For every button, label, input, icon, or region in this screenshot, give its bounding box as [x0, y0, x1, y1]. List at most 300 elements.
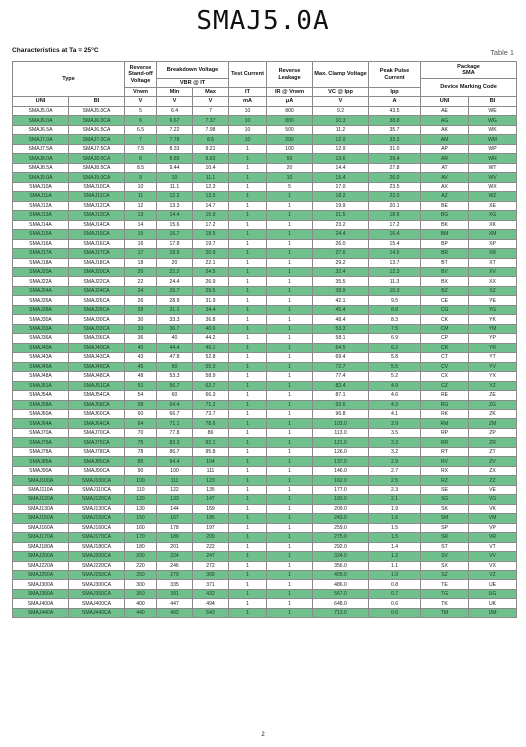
cell-peak-pulse-current: 1.5: [369, 523, 421, 532]
cell-breakdown-max: 15.9: [193, 211, 229, 220]
cell-breakdown-min: 28.9: [157, 296, 193, 305]
cell-breakdown-max: 8.6: [193, 135, 229, 144]
cell-marking-bi: WG: [469, 116, 517, 125]
cell-test-current: 10: [229, 125, 267, 134]
cell-breakdown-max: 31.9: [193, 296, 229, 305]
cell-standoff-voltage: 120: [125, 495, 157, 504]
cell-standoff-voltage: 85: [125, 457, 157, 466]
cell-test-current: 1: [229, 230, 267, 239]
cell-reverse-leakage: 1: [267, 428, 313, 437]
cell-test-current: 1: [229, 400, 267, 409]
cell-breakdown-max: 247: [193, 552, 229, 561]
cell-test-current: 1: [229, 608, 267, 617]
cell-standoff-voltage: 48: [125, 372, 157, 381]
cell-breakdown-min: 17.8: [157, 239, 193, 248]
cell-standoff-voltage: 33: [125, 324, 157, 333]
cell-reverse-leakage: 1: [267, 372, 313, 381]
cell-uni-type: SMAJ22A: [13, 277, 69, 286]
cell-marking-bi: YK: [469, 315, 517, 324]
cell-bi-type: SMAJ75CA: [69, 438, 125, 447]
cell-peak-pulse-current: 2.7: [369, 466, 421, 475]
cell-uni-type: SMAJ58A: [13, 400, 69, 409]
cell-clamp-voltage: 29.2: [313, 258, 369, 267]
cell-marking-bi: YT: [469, 353, 517, 362]
cell-breakdown-max: 309: [193, 570, 229, 579]
cell-clamp-voltage: 87.1: [313, 391, 369, 400]
table-row: [13, 125, 517, 134]
cell-uni-type: SMAJ33A: [13, 324, 69, 333]
cell-standoff-voltage: 100: [125, 476, 157, 485]
cell-breakdown-min: 12.2: [157, 192, 193, 201]
cell-test-current: 1: [229, 504, 267, 513]
cell-test-current: 1: [229, 381, 267, 390]
table-body: [13, 107, 517, 618]
cell-reverse-leakage: 50: [267, 154, 313, 163]
cell-uni-type: SMAJ300A: [13, 580, 69, 589]
cell-uni-type: SMAJ60A: [13, 410, 69, 419]
cell-test-current: 1: [229, 353, 267, 362]
cell-breakdown-min: 86.7: [157, 447, 193, 456]
cell-bi-type: SMAJ26CA: [69, 296, 125, 305]
cell-breakdown-min: 335: [157, 580, 193, 589]
table-row: [13, 495, 517, 504]
cell-breakdown-min: 178: [157, 523, 193, 532]
cell-uni-type: SMAJ7.0A: [13, 135, 69, 144]
cell-reverse-leakage: 1: [267, 552, 313, 561]
cell-standoff-voltage: 43: [125, 353, 157, 362]
cell-bi-type: SMAJ36CA: [69, 334, 125, 343]
table-row: [13, 163, 517, 172]
cell-uni-type: SMAJ5.0A: [13, 107, 69, 116]
cell-test-current: 1: [229, 334, 267, 343]
cell-standoff-voltage: 13: [125, 211, 157, 220]
cell-clamp-voltage: 162.0: [313, 476, 369, 485]
cell-clamp-voltage: 18.2: [313, 192, 369, 201]
cell-breakdown-max: 371: [193, 580, 229, 589]
cell-clamp-voltage: 648.0: [313, 599, 369, 608]
cell-peak-pulse-current: 2.3: [369, 485, 421, 494]
cell-reverse-leakage: 1: [267, 192, 313, 201]
cell-reverse-leakage: 20: [267, 163, 313, 172]
cell-marking-uni: AR: [421, 154, 469, 163]
cell-marking-bi: VK: [469, 504, 517, 513]
cell-peak-pulse-current: 1.9: [369, 504, 421, 513]
cell-clamp-voltage: 64.5: [313, 343, 369, 352]
cell-clamp-voltage: 45.4: [313, 305, 369, 314]
cell-bi-type: SMAJ15CA: [69, 230, 125, 239]
cell-marking-uni: SM: [421, 514, 469, 523]
cell-peak-pulse-current: 5.2: [369, 372, 421, 381]
cell-bi-type: SMAJ150CA: [69, 514, 125, 523]
cell-peak-pulse-current: 27.8: [369, 163, 421, 172]
cell-reverse-leakage: 1: [267, 201, 313, 210]
cell-bi-type: SMAJ20CA: [69, 267, 125, 276]
cell-marking-bi: WE: [469, 107, 517, 116]
cell-reverse-leakage: 1: [267, 277, 313, 286]
cell-marking-uni: AK: [421, 125, 469, 134]
cell-clamp-voltage: 11.2: [313, 125, 369, 134]
cell-marking-bi: XZ: [469, 286, 517, 295]
cell-uni-type: SMAJ24A: [13, 286, 69, 295]
cell-marking-bi: WX: [469, 182, 517, 191]
cell-marking-bi: XM: [469, 230, 517, 239]
cell-test-current: 1: [229, 495, 267, 504]
cell-breakdown-min: 16.7: [157, 230, 193, 239]
cell-clamp-voltage: 243.0: [313, 514, 369, 523]
cell-marking-bi: ZZ: [469, 476, 517, 485]
cell-peak-pulse-current: 1.4: [369, 542, 421, 551]
cell-breakdown-min: 144: [157, 504, 193, 513]
table-row: [13, 447, 517, 456]
cell-uni-type: SMAJ78A: [13, 447, 69, 456]
cell-breakdown-max: 92.1: [193, 438, 229, 447]
cell-marking-bi: YR: [469, 343, 517, 352]
cell-marking-uni: RE: [421, 391, 469, 400]
cell-uni-type: SMAJ220A: [13, 561, 69, 570]
cell-peak-pulse-current: 11.3: [369, 277, 421, 286]
cell-breakdown-min: 77.8: [157, 428, 193, 437]
cell-marking-bi: ZX: [469, 466, 517, 475]
cell-clamp-voltage: 17.0: [313, 182, 369, 191]
table-row: [13, 362, 517, 371]
cell-clamp-voltage: 27.6: [313, 249, 369, 258]
cell-marking-uni: SE: [421, 485, 469, 494]
cell-breakdown-max: 26.9: [193, 277, 229, 286]
cell-marking-uni: RT: [421, 447, 469, 456]
cell-standoff-voltage: 30: [125, 315, 157, 324]
cell-peak-pulse-current: 18.6: [369, 211, 421, 220]
cell-clamp-voltage: 69.4: [313, 353, 369, 362]
cell-test-current: 1: [229, 457, 267, 466]
cell-breakdown-min: 44.4: [157, 343, 193, 352]
cell-marking-bi: ZK: [469, 410, 517, 419]
cell-bi-type: SMAJ24CA: [69, 286, 125, 295]
table-row: [13, 353, 517, 362]
cell-standoff-voltage: 400: [125, 599, 157, 608]
cell-marking-uni: CP: [421, 334, 469, 343]
cell-uni-type: SMAJ64A: [13, 419, 69, 428]
cell-breakdown-max: 9.83: [193, 154, 229, 163]
cell-bi-type: SMAJ9.0CA: [69, 173, 125, 182]
cell-uni-type: SMAJ200A: [13, 552, 69, 561]
cell-reverse-leakage: 1: [267, 589, 313, 598]
cell-test-current: 1: [229, 249, 267, 258]
table-row: [13, 249, 517, 258]
cell-test-current: 1: [229, 154, 267, 163]
cell-standoff-voltage: 70: [125, 428, 157, 437]
cell-test-current: 1: [229, 201, 267, 210]
cell-peak-pulse-current: 16.4: [369, 230, 421, 239]
cell-marking-uni: RZ: [421, 476, 469, 485]
cell-uni-type: SMAJ17A: [13, 249, 69, 258]
cell-test-current: 1: [229, 182, 267, 191]
table-row: [13, 258, 517, 267]
cell-reverse-leakage: 1: [267, 476, 313, 485]
cell-peak-pulse-current: 14.5: [369, 249, 421, 258]
cell-standoff-voltage: 58: [125, 400, 157, 409]
header-vrwm-symbol: Vrwm: [125, 88, 157, 97]
cell-breakdown-max: 62.7: [193, 381, 229, 390]
table-row: [13, 192, 517, 201]
header-min: Min: [157, 88, 193, 97]
cell-bi-type: SMAJ160CA: [69, 523, 125, 532]
cell-marking-uni: SR: [421, 533, 469, 542]
cell-marking-bi: XG: [469, 211, 517, 220]
cell-peak-pulse-current: 17.2: [369, 220, 421, 229]
table-row: [13, 589, 517, 598]
cell-peak-pulse-current: 9.5: [369, 296, 421, 305]
cell-marking-bi: WR: [469, 154, 517, 163]
cell-peak-pulse-current: 4.6: [369, 391, 421, 400]
cell-breakdown-max: 29.5: [193, 286, 229, 295]
cell-marking-uni: AV: [421, 173, 469, 182]
cell-standoff-voltage: 6: [125, 116, 157, 125]
cell-marking-bi: ZT: [469, 447, 517, 456]
cell-test-current: 1: [229, 192, 267, 201]
cell-marking-bi: ZR: [469, 438, 517, 447]
cell-breakdown-max: 18.5: [193, 230, 229, 239]
cell-peak-pulse-current: 26.0: [369, 173, 421, 182]
cell-marking-uni: CV: [421, 362, 469, 371]
cell-breakdown-min: 246: [157, 561, 193, 570]
header-max: Max: [193, 88, 229, 97]
cell-breakdown-min: 60: [157, 391, 193, 400]
cell-test-current: 1: [229, 438, 267, 447]
cell-bi-type: SMAJ51CA: [69, 381, 125, 390]
cell-standoff-voltage: 75: [125, 438, 157, 447]
cell-peak-pulse-current: 43.5: [369, 107, 421, 116]
table-row: [13, 182, 517, 191]
cell-uni-type: SMAJ15A: [13, 230, 69, 239]
header-package-name: SMA: [462, 70, 475, 76]
cell-test-current: 1: [229, 173, 267, 182]
cell-bi-type: SMAJ48CA: [69, 372, 125, 381]
cell-marking-bi: XT: [469, 258, 517, 267]
cell-marking-bi: YZ: [469, 381, 517, 390]
cell-reverse-leakage: 1: [267, 258, 313, 267]
table-row: [13, 466, 517, 475]
table-row: [13, 381, 517, 390]
cell-reverse-leakage: 1: [267, 324, 313, 333]
cell-marking-bi: VP: [469, 523, 517, 532]
cell-reverse-leakage: 1: [267, 315, 313, 324]
cell-reverse-leakage: 1: [267, 296, 313, 305]
cell-marking-uni: BM: [421, 230, 469, 239]
cell-breakdown-min: 50: [157, 362, 193, 371]
cell-breakdown-min: 15.6: [157, 220, 193, 229]
cell-peak-pulse-current: 5.8: [369, 353, 421, 362]
table-row: [13, 514, 517, 523]
cell-marking-bi: VV: [469, 552, 517, 561]
cell-breakdown-max: 20.9: [193, 249, 229, 258]
characteristics-caption: Characteristics at Ta = 25°C: [12, 47, 99, 54]
table-row: [13, 135, 517, 144]
cell-uni-type: SMAJ13A: [13, 211, 69, 220]
table-row: [13, 173, 517, 182]
cell-bi-type: SMAJ7.0CA: [69, 135, 125, 144]
cell-uni-type: SMAJ30A: [13, 315, 69, 324]
cell-reverse-leakage: 1: [267, 391, 313, 400]
cell-clamp-voltage: 14.4: [313, 163, 369, 172]
cell-breakdown-max: 19.7: [193, 239, 229, 248]
cell-marking-uni: CM: [421, 324, 469, 333]
cell-clamp-voltage: 193.0: [313, 495, 369, 504]
cell-bi-type: SMAJ33CA: [69, 324, 125, 333]
cell-peak-pulse-current: 1.0: [369, 570, 421, 579]
cell-clamp-voltage: 15.4: [313, 173, 369, 182]
cell-test-current: 1: [229, 447, 267, 456]
cell-peak-pulse-current: 33.3: [369, 135, 421, 144]
table-row: [13, 533, 517, 542]
cell-standoff-voltage: 45: [125, 362, 157, 371]
cell-marking-bi: XK: [469, 220, 517, 229]
cell-breakdown-max: 272: [193, 561, 229, 570]
cell-reverse-leakage: 1: [267, 495, 313, 504]
cell-clamp-voltage: 713.0: [313, 608, 369, 617]
cell-peak-pulse-current: 3.3: [369, 438, 421, 447]
table-row: [13, 305, 517, 314]
cell-breakdown-max: 123: [193, 476, 229, 485]
cell-marking-bi: YG: [469, 305, 517, 314]
cell-marking-bi: ZE: [469, 391, 517, 400]
cell-breakdown-min: 6.67: [157, 116, 193, 125]
cell-clamp-voltage: 38.9: [313, 286, 369, 295]
cell-breakdown-max: 494: [193, 599, 229, 608]
cell-peak-pulse-current: 8.3: [369, 315, 421, 324]
cell-standoff-voltage: 11: [125, 192, 157, 201]
cell-clamp-voltage: 53.3: [313, 324, 369, 333]
cell-breakdown-min: 8.33: [157, 144, 193, 153]
unit-leakage-ua: μA: [267, 97, 313, 107]
cell-clamp-voltage: 12.0: [313, 135, 369, 144]
cell-breakdown-max: 11.1: [193, 173, 229, 182]
cell-test-current: 1: [229, 163, 267, 172]
header-uni: UNI: [13, 97, 69, 107]
cell-breakdown-min: 40: [157, 334, 193, 343]
cell-breakdown-min: 18.9: [157, 249, 193, 258]
cell-standoff-voltage: 15: [125, 230, 157, 239]
cell-marking-bi: XP: [469, 239, 517, 248]
cell-standoff-voltage: 36: [125, 334, 157, 343]
cell-peak-pulse-current: 0.6: [369, 599, 421, 608]
header-ipp-symbol: Ipp: [369, 88, 421, 97]
cell-peak-pulse-current: 35.7: [369, 125, 421, 134]
cell-breakdown-min: 447: [157, 599, 193, 608]
cell-breakdown-max: 24.5: [193, 267, 229, 276]
cell-reverse-leakage: 1: [267, 438, 313, 447]
cell-breakdown-min: 6.4: [157, 107, 193, 116]
cell-bi-type: SMAJ16CA: [69, 239, 125, 248]
cell-peak-pulse-current: 6.2: [369, 343, 421, 352]
cell-test-current: 1: [229, 144, 267, 153]
cell-marking-uni: CK: [421, 315, 469, 324]
cell-breakdown-max: 73.7: [193, 410, 229, 419]
cell-test-current: 10: [229, 116, 267, 125]
cell-standoff-voltage: 90: [125, 466, 157, 475]
cell-marking-bi: VX: [469, 561, 517, 570]
cell-test-current: 1: [229, 305, 267, 314]
table-row: [13, 372, 517, 381]
cell-peak-pulse-current: 7.5: [369, 324, 421, 333]
cell-standoff-voltage: 250: [125, 570, 157, 579]
header-breakdown-symbol: VBR @ IT: [157, 79, 229, 88]
unit-test-ma: mA: [229, 97, 267, 107]
table-row: [13, 154, 517, 163]
cell-breakdown-max: 432: [193, 589, 229, 598]
cell-standoff-voltage: 14: [125, 220, 157, 229]
header-ir-symbol: IR @ Vrwm: [267, 88, 313, 97]
cell-breakdown-max: 209: [193, 533, 229, 542]
cell-clamp-voltage: 275.0: [313, 533, 369, 542]
cell-marking-bi: VZ: [469, 570, 517, 579]
cell-uni-type: SMAJ250A: [13, 570, 69, 579]
cell-breakdown-max: 36.8: [193, 315, 229, 324]
cell-peak-pulse-current: 1.1: [369, 561, 421, 570]
cell-peak-pulse-current: 2.9: [369, 457, 421, 466]
table-row: [13, 220, 517, 229]
cell-uni-type: SMAJ26A: [13, 296, 69, 305]
cell-breakdown-min: 56.7: [157, 381, 193, 390]
cell-clamp-voltage: 93.6: [313, 400, 369, 409]
cell-clamp-voltage: 126.0: [313, 447, 369, 456]
cell-standoff-voltage: 5: [125, 107, 157, 116]
cell-standoff-voltage: 16: [125, 239, 157, 248]
table-row: [13, 296, 517, 305]
cell-marking-bi: WP: [469, 144, 517, 153]
cell-marking-bi: ZG: [469, 400, 517, 409]
cell-standoff-voltage: 78: [125, 447, 157, 456]
cell-peak-pulse-current: 2.5: [369, 476, 421, 485]
cell-reverse-leakage: 1: [267, 334, 313, 343]
cell-test-current: 1: [229, 372, 267, 381]
cell-uni-type: SMAJ130A: [13, 504, 69, 513]
cell-breakdown-max: 13.5: [193, 192, 229, 201]
cell-peak-pulse-current: 0.8: [369, 580, 421, 589]
cell-clamp-voltage: 146.0: [313, 466, 369, 475]
cell-reverse-leakage: 1: [267, 514, 313, 523]
cell-test-current: 1: [229, 476, 267, 485]
cell-standoff-voltage: 130: [125, 504, 157, 513]
cell-clamp-voltage: 23.2: [313, 220, 369, 229]
cell-peak-pulse-current: 3.2: [369, 447, 421, 456]
cell-uni-type: SMAJ150A: [13, 514, 69, 523]
marking-bi: BI: [469, 97, 517, 107]
cell-peak-pulse-current: 3.9: [369, 419, 421, 428]
cell-breakdown-max: 22.1: [193, 258, 229, 267]
cell-breakdown-min: 36.7: [157, 324, 193, 333]
characteristics-table: [12, 61, 517, 618]
cell-marking-uni: BT: [421, 258, 469, 267]
cell-marking-uni: BG: [421, 211, 469, 220]
cell-bi-type: SMAJ300CA: [69, 580, 125, 589]
cell-breakdown-min: 122: [157, 485, 193, 494]
cell-standoff-voltage: 54: [125, 391, 157, 400]
table-row: [13, 476, 517, 485]
unit-clamp-v: V: [313, 97, 369, 107]
cell-marking-bi: XE: [469, 201, 517, 210]
cell-bi-type: SMAJ40CA: [69, 343, 125, 352]
cell-uni-type: SMAJ43A: [13, 353, 69, 362]
cell-reverse-leakage: 800: [267, 116, 313, 125]
cell-marking-bi: ZP: [469, 428, 517, 437]
cell-standoff-voltage: 7: [125, 135, 157, 144]
cell-peak-pulse-current: 0.7: [369, 589, 421, 598]
cell-breakdown-min: 492: [157, 608, 193, 617]
cell-marking-uni: RV: [421, 457, 469, 466]
cell-marking-bi: UE: [469, 580, 517, 589]
document-title: SMAJ5.0A: [196, 6, 330, 36]
cell-breakdown-max: 10.4: [193, 163, 229, 172]
